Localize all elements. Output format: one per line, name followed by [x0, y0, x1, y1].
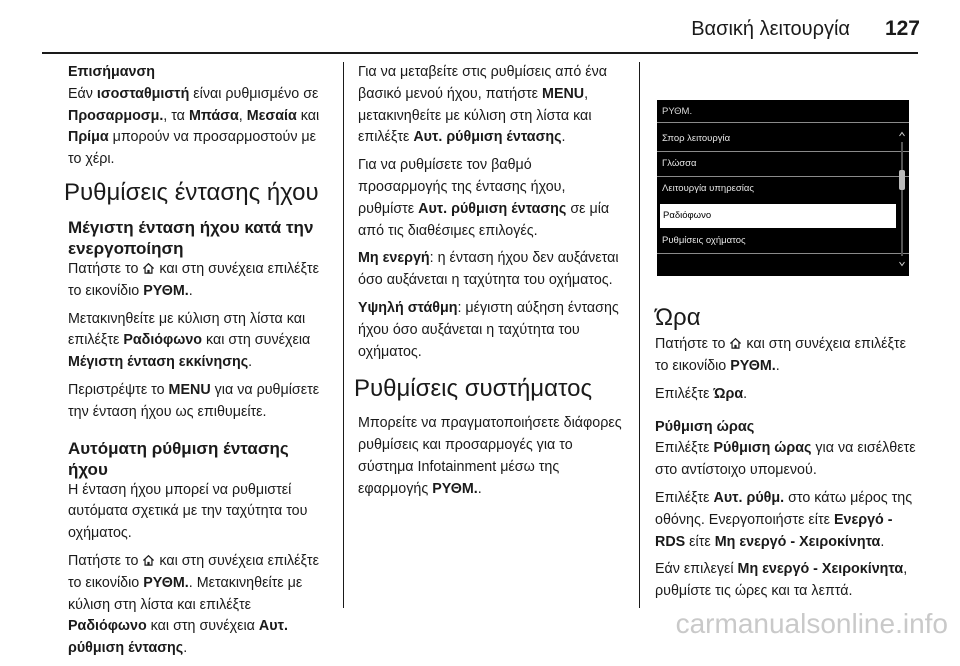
- figure-divider: [657, 122, 909, 123]
- text: , ρυθμίστε τις ώρες και τα λεπτά.: [655, 561, 908, 600]
- subheading-set-time: Ρύθμιση ώρας: [655, 419, 755, 436]
- term: ισοσταθμιστή: [96, 85, 190, 102]
- column-1: [64, 62, 330, 666]
- text: Επιλέξτε: [655, 385, 714, 402]
- term: Μη ενεργό - Χειροκίνητα: [737, 561, 904, 578]
- term: Υψηλή στάθμη: [358, 299, 458, 316]
- menu-item-vehicle-settings[interactable]: Ρυθμίσεις οχήματος: [662, 235, 746, 246]
- text: Εάν επιλεγεί: [655, 561, 738, 578]
- column-divider-2: [639, 62, 640, 608]
- term: Αυτ. ρύθμ.: [713, 489, 785, 506]
- column-divider-1: [343, 62, 344, 608]
- paragraph: [358, 155, 623, 242]
- column-3: [655, 304, 923, 609]
- menu-item-radio-selected[interactable]: Ραδιόφωνο: [660, 204, 896, 228]
- term: ΡΥΘΜ.: [730, 357, 776, 374]
- text: Για να ρυθμίσετε τον βαθμό προσαρμογής της έντασης ήχου, ρυθμίστε: [358, 157, 566, 217]
- term: ΡΥΘΜ.: [432, 480, 478, 497]
- text: Επιλέξτε: [655, 440, 714, 457]
- menu-item-service-mode[interactable]: Λειτουργία υπηρεσίας: [662, 183, 754, 194]
- text: .: [561, 129, 566, 146]
- page-footer: [0, 602, 960, 642]
- term: Αυτ. ρύθμιση έντασης: [413, 129, 562, 146]
- paragraph: [68, 380, 330, 424]
- paragraph: [358, 62, 623, 149]
- text: Πατήστε το: [655, 336, 730, 352]
- text: είναι ρυθμισμένο σε: [189, 85, 319, 102]
- text: και στη συνέχεια επιλέξτε το εικονίδιο: [655, 336, 906, 374]
- text: Πατήστε το: [68, 260, 143, 277]
- text: και: [296, 107, 320, 124]
- paragraph: [655, 559, 923, 603]
- term: Μέγιστη ένταση εκκίνησης: [68, 354, 249, 371]
- watermark: carmanualsonline.info: [675, 608, 948, 639]
- home-icon: [142, 554, 155, 567]
- paragraph: [655, 488, 923, 553]
- menu-item-sport-mode[interactable]: Σπορ λειτουργία: [662, 133, 731, 144]
- text: Πατήστε το: [68, 552, 143, 569]
- scroll-track[interactable]: [901, 142, 903, 256]
- scroll-down-icon[interactable]: [899, 260, 905, 268]
- text: .: [183, 640, 188, 657]
- paragraph: [655, 384, 923, 406]
- text: .: [248, 354, 253, 371]
- text: ,: [238, 107, 247, 124]
- paragraph: [68, 259, 330, 303]
- text: , μετακινηθείτε με κύλιση στη λίστα και επιλέξτε: [358, 85, 592, 146]
- column-2: [354, 62, 623, 507]
- text: Για να μεταβείτε στις ρυθμίσεις από ένα βασικό μενού ήχου, πατήστε: [358, 64, 608, 102]
- term: MENU: [542, 85, 585, 102]
- text: Μετακινηθείτε με κύλιση στη λίστα και επιλέξτε: [68, 310, 306, 349]
- subheading-auto-volume: Αυτόματη ρύθμιση έντασης ήχου: [68, 438, 289, 479]
- text: : μέγιστη αύξηση έντασης ήχου όσο αυξάνεται η ταχύτητα του οχήματος.: [358, 299, 619, 360]
- term: Ενεργό - RDS: [655, 511, 893, 550]
- text: .: [880, 533, 885, 550]
- text: για να ρυθμίσετε την ένταση ήχου ως επιθυμείτε.: [68, 381, 320, 420]
- paragraph: [358, 248, 623, 292]
- note-text: [68, 84, 330, 171]
- text: είτε: [685, 533, 715, 550]
- note-block: [68, 62, 330, 171]
- text: .: [477, 480, 482, 497]
- paragraph: [655, 334, 923, 378]
- text: στο κάτω μέρος της οθόνης. Ενεργοποιήστε είτε: [655, 489, 913, 528]
- text: και στη συνέχεια επιλέξτε το εικονίδιο: [68, 260, 319, 299]
- header-rule: [42, 52, 918, 54]
- page-number: 127: [884, 17, 920, 40]
- text: και στη συνέχεια: [202, 332, 311, 349]
- paragraph: [358, 413, 623, 500]
- text: και στη συνέχεια: [146, 618, 259, 635]
- home-icon: [142, 262, 155, 275]
- section-heading-volume: Ρυθμίσεις έντασης ήχου: [64, 178, 319, 206]
- paragraph: [358, 298, 623, 363]
- text: .: [743, 385, 748, 402]
- term: Ώρα: [713, 385, 744, 402]
- term: Προσαρμοσμ.: [68, 107, 164, 124]
- text: και στη συνέχεια επιλέξτε το εικονίδιο: [68, 552, 319, 591]
- term: Μη ενεργό - Χειροκίνητα: [714, 533, 881, 550]
- header-title: Βασική λειτουργία: [691, 18, 850, 40]
- text: μπορούν να προσαρμοστούν με το χέρι.: [68, 129, 317, 168]
- text: Εάν: [68, 85, 97, 102]
- note-title: Επισήμανση: [68, 64, 155, 80]
- figure-divider: [657, 253, 909, 254]
- text: για να εισέλθετε στο αντίστοιχο υπομενού.: [655, 440, 916, 479]
- term: Ρύθμιση ώρας: [713, 440, 812, 457]
- scroll-up-icon[interactable]: [899, 130, 905, 138]
- paragraph: Η ένταση ήχου μπορεί να ρυθμιστεί αυτόματα σχετικά με την ταχύτητα του οχήματος.: [68, 481, 308, 542]
- term: Μη ενεργή: [358, 250, 430, 267]
- scroll-thumb[interactable]: [899, 170, 905, 190]
- text: .: [775, 357, 780, 374]
- text: σε μία από τις διαθέσιμες επιλογές.: [358, 200, 610, 239]
- section-heading-time: Ώρα: [655, 304, 701, 331]
- term: Ραδιόφωνο: [123, 332, 203, 349]
- text: Περιστρέψτε το: [68, 381, 169, 398]
- term: MENU: [168, 381, 211, 398]
- text: , τα: [163, 107, 189, 124]
- term: Αυτ. ρύθμιση έντασης: [418, 200, 567, 217]
- paragraph: [655, 438, 923, 482]
- home-icon: [729, 337, 742, 350]
- paragraph: [68, 309, 330, 374]
- page-header: [0, 0, 960, 52]
- menu-item-language[interactable]: Γλώσσα: [662, 158, 697, 169]
- text: .: [188, 282, 193, 299]
- term: Ραδιόφωνο: [68, 618, 147, 635]
- section-heading-system: Ρυθμίσεις συστήματος: [354, 375, 593, 403]
- text: : η ένταση ήχου δεν αυξάνεται όσο αυξάνεται η ταχύτητα του οχήματος.: [358, 250, 619, 289]
- text: . Μετακινηθείτε με κύλιση στη λίστα και επιλέξτε: [68, 574, 303, 613]
- figure-header: ΡΥΘΜ.: [662, 106, 693, 117]
- text: Μπορείτε να πραγματοποιήσετε διάφορες ρυθμίσεις και προσαρμογές για το σύστημα Infotainment μέσω της εφαρμογής: [358, 415, 622, 497]
- term: ΡΥΘΜ.: [143, 574, 189, 591]
- term: Αυτ. ρύθμιση έντασης: [68, 618, 288, 657]
- term: Πρίμα: [68, 129, 109, 146]
- settings-screen-figure: [657, 100, 909, 276]
- text: Επιλέξτε: [655, 489, 714, 506]
- figure-scrollbar[interactable]: [899, 130, 905, 272]
- term: Μεσαία: [246, 107, 297, 124]
- term: ΡΥΘΜ.: [143, 282, 189, 299]
- subheading-max-volume: Μέγιστη ένταση ήχου κατά την ενεργοποίηση: [68, 217, 314, 258]
- term: Μπάσα: [188, 107, 239, 124]
